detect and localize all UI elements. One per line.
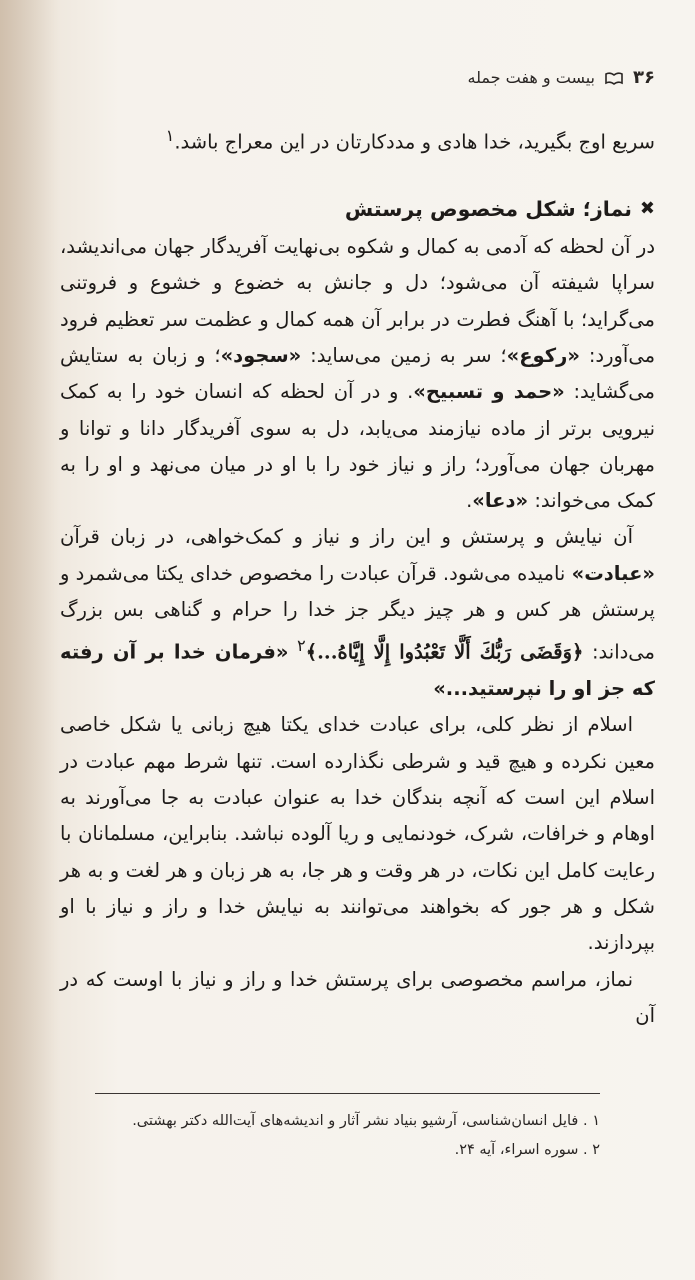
footnote-ref: ۲ bbox=[296, 636, 306, 656]
footnotes bbox=[40, 1107, 600, 1165]
keyword-sujud: «سجود» bbox=[220, 343, 302, 367]
page-edge-shadow bbox=[0, 0, 60, 1280]
keyword-ibadat: «عبادت» bbox=[571, 561, 656, 585]
quran-verse: ﴿وَقَضَى رَبُّكَ أَلَّا تَعْبُدُوا إِلَّا إِيَّاهُ...﴾ bbox=[305, 640, 584, 664]
paragraph-3: اسلام از نظر کلی، برای عبادت خدای یکتا هیچ زبانی یا شکل خاصی معین نکرده و هیچ قید و شرطی نگذارده است. تنها شرط مهم عبادت در اسلام این است که آنچه بندگان خدا به عنوان عبادت به جا می‌آورند به اوهام و خرافات، شرک، خودنمایی و ریا آلوده نباشد. بنابراین، مسلمانان با رعایت کامل این نکات، در هر وقت و هر جا، به هر زبان و هر لغت و به هر شکل و هر جور که بخواهند می‌توانند به نیایش خدا و راز و نیاز با او بپردازند. bbox=[60, 713, 655, 955]
footnote-divider bbox=[95, 1093, 600, 1094]
keyword-hamd: «حمد و تسبیح» bbox=[413, 380, 565, 404]
running-header bbox=[60, 62, 655, 92]
footnote-2: ۲ . سوره اسراء، آیه ۲۴. bbox=[454, 1142, 600, 1158]
main-text bbox=[60, 118, 655, 1034]
page-number: ۳۶ bbox=[633, 66, 655, 88]
footnote-ref: ۱ bbox=[165, 126, 175, 145]
keyword-dua: «دعا» bbox=[472, 489, 529, 513]
intro-line: سریع اوج بگیرید، خدا هادی و مددکارتان در این معراج باشد.$^۱$ bbox=[165, 126, 655, 154]
paragraph-2: آن نیایش و پرستش و این راز و نیاز و کمک‌خواهی، در زبان قرآن «عبادت» نامیده می‌شود. قرآن عبادت را مخصوص خدای یکتا می‌شمرد و پرستش هر کس و هر چیز دیگر جز خدا را حرام و گناهی بس بزرگ می‌داند: ﴿وَقَضَى رَبُّكَ أَلَّا تَعْبُدُوا إِلَّا إِيَّاهُ...﴾$^۲$ «فرمان خدا بر آن رفته که جز او را نپرستید...» bbox=[60, 525, 656, 701]
section-title: نماز؛ شکل مخصوص پرستش bbox=[344, 196, 632, 221]
keyword-ruku: «رکوع» bbox=[506, 343, 580, 367]
paragraph-4: نماز، مراسم مخصوصی برای پرستش خدا و راز و نیاز با اوست که در آن bbox=[60, 967, 655, 1027]
section-heading bbox=[60, 191, 655, 227]
open-book-icon bbox=[605, 70, 623, 84]
paragraph-1: در آن لحظه که آدمی به کمال و شکوه بی‌نهایت آفریدگار جهان می‌اندیشد، سراپا شیفته آن می‌شود؛ دل و جانش به خضوع و خشوع و فروتنی می‌گراید؛ با آهنگ فطرت در برابر آن همه کمال و عظمت سر تعظیم فرود می‌آورد: «رکوع»؛ سر به زمین می‌ساید: «سجود»؛ و زبان به ستایش می‌گشاید: «حمد و تسبیح». و در آن لحظه که انسان خود را به کمک نیرویی برتر از ماده نیازمند می‌یابد، دل به سوی آفریدگار دانا و توانا و مهربان جهان می‌آورد؛ راز و نیاز خود را با او در میان می‌نهد و او را به کمک می‌خواند: «دعا». bbox=[60, 235, 656, 513]
section-marker-icon: ✖ bbox=[639, 197, 655, 219]
verse-translation: «فرمان خدا بر آن رفته که جز او را نپرستید...» bbox=[60, 640, 655, 701]
running-title: بیست و هفت جمله bbox=[467, 67, 596, 87]
footnote-1: ۱ . فایل انسان‌شناسی، آرشیو بنیاد نشر آثار و اندیشه‌های آیت‌الله دکتر بهشتی. bbox=[132, 1113, 600, 1129]
